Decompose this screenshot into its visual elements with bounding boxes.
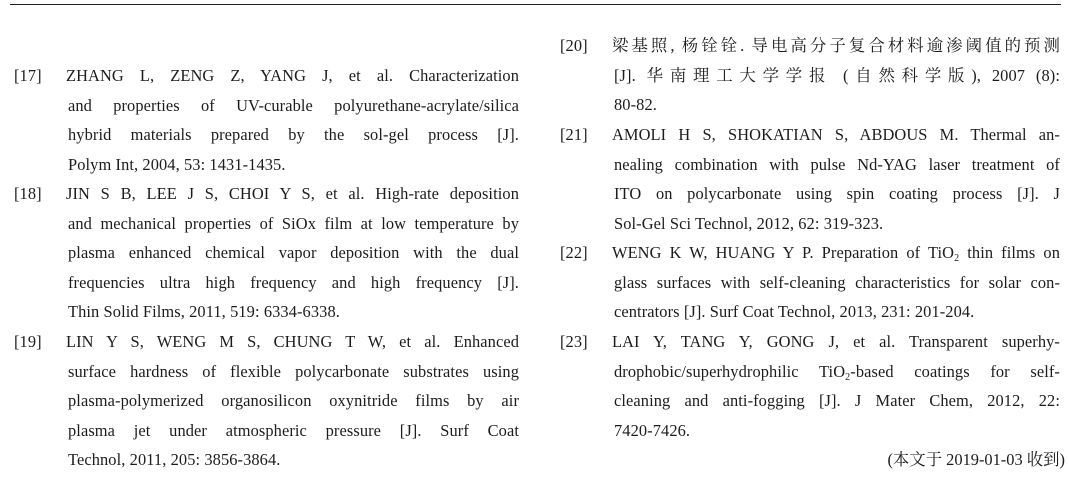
reference-number: [19] — [14, 332, 42, 351]
reference-line: 梁基照, 杨铨铨. 导电高分子复合材料逾渗阈值的预测 — [612, 36, 1060, 55]
reference-number: [23] — [560, 332, 588, 351]
reference-22 — [560, 238, 1060, 327]
reference-line: LAI Y, TANG Y, GONG J, et al. Transparent superhy- — [612, 332, 1060, 351]
reference-20 — [560, 31, 1060, 120]
reference-line: 7420-7426. — [614, 420, 691, 440]
reference-line: plasma enhanced chemical vapor deposition with the dual — [68, 243, 519, 263]
reference-17 — [14, 61, 519, 179]
reference-line: and mechanical properties of SiOx film at low temperature by — [68, 213, 519, 233]
subscript: 2 — [954, 253, 960, 264]
reference-number: [21] — [560, 125, 588, 144]
reference-line: LIN Y S, WENG M S, CHUNG T W, et al. Enhanced — [66, 332, 519, 351]
top-rule — [10, 4, 1061, 5]
reference-number: [20] — [560, 36, 588, 55]
reference-line: Polym Int, 2004, 53: 1431-1435. — [68, 154, 286, 174]
reference-line: cleaning and anti-fogging [J]. J Mater Chem, 2012, 22: — [614, 391, 1060, 411]
reference-line: JIN S B, LEE J S, CHOI Y S, et al. High-rate deposition — [66, 184, 519, 203]
reference-number: [22] — [560, 243, 588, 262]
reference-line: centrators [J]. Surf Coat Technol, 2013, 231: 201-204. — [614, 302, 975, 322]
text-run: thin films on — [959, 243, 1060, 262]
reference-line: Sol-Gel Sci Technol, 2012, 62: 319-323. — [614, 213, 884, 233]
reference-line: and properties of UV-curable polyurethane-acrylate/silica — [68, 95, 519, 115]
reference-line: surface hardness of flexible polycarbonate substrates using — [68, 361, 519, 381]
text-run: WENG K W, HUANG Y P. Preparation of TiO — [612, 243, 955, 262]
received-date-note: (本文于 2019-01-03 收到) — [887, 450, 1065, 469]
reference-line: frequencies ultra high frequency and high frequency [J]. — [68, 272, 519, 292]
text-run: -based coatings for self- — [850, 361, 1060, 381]
reference-line: Thin Solid Films, 2011, 519: 6334-6338. — [68, 302, 340, 322]
reference-18 — [14, 179, 519, 327]
reference-line — [560, 238, 1060, 268]
reference-line: 80-82. — [614, 95, 657, 115]
reference-line: hybrid materials prepared by the sol-gel process [J]. — [68, 125, 519, 145]
subscript: 2 — [845, 371, 851, 383]
reference-number: [18] — [14, 184, 42, 203]
reference-number: [17] — [14, 66, 42, 85]
reference-line: glass surfaces with self-cleaning characteristics for solar con- — [614, 272, 1060, 292]
reference-23 — [560, 327, 1060, 445]
reference-line: nealing combination with pulse Nd-YAG laser treatment of — [614, 154, 1060, 174]
reference-line: ITO on polycarbonate using spin coating process [J]. J — [614, 184, 1060, 204]
reference-line: [J]. 华南理工大学学报 (自然科学版), 2007 (8): — [614, 65, 1060, 85]
reference-line: AMOLI H S, SHOKATIAN S, ABDOUS M. Thermal an- — [612, 125, 1060, 144]
reference-line: ZHANG L, ZENG Z, YANG J, et al. Characterization — [66, 66, 519, 85]
reference-line: plasma jet under atmospheric pressure [J]. Surf Coat — [68, 420, 519, 440]
reference-line: Technol, 2011, 205: 3856-3864. — [68, 450, 281, 470]
reference-line — [560, 357, 1060, 387]
reference-21 — [560, 120, 1060, 238]
text-run: drophobic/superhydrophilic TiO — [614, 361, 846, 381]
reference-line: plasma-polymerized organosilicon oxynitride films by air — [68, 391, 519, 411]
reference-19 — [14, 327, 519, 475]
